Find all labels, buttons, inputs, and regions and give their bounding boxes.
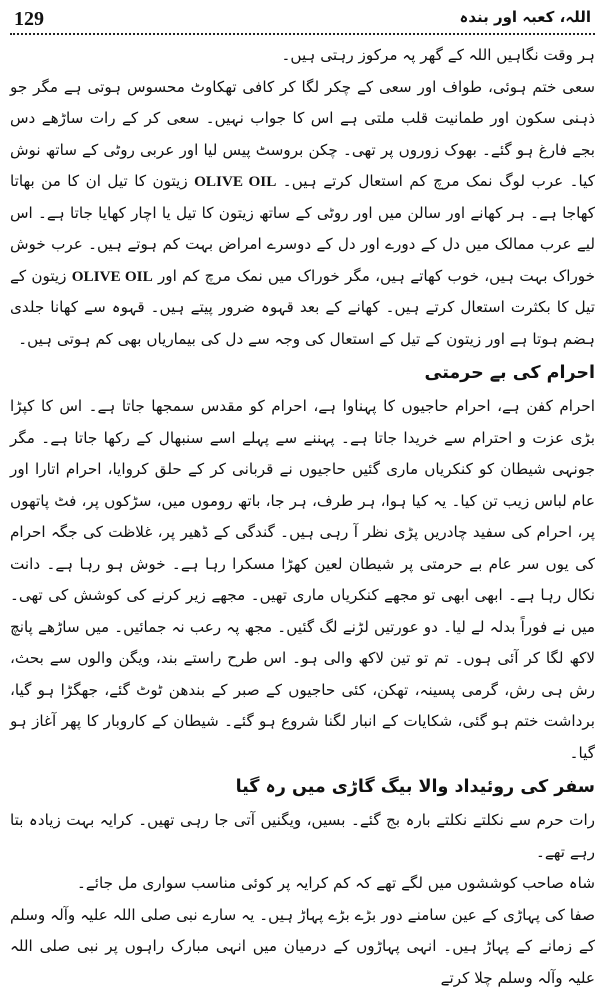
page-header [10,0,595,34]
running-title: اللہ، کعبہ اور بندہ [459,8,591,26]
olive-oil-term-2: OLIVE OIL [71,267,153,285]
paragraph-2-part-b: زیتون کا تیل ان کا من بھاتا کھاجا ہے۔ ہر کھانے اور سالن میں اور روٹی کے ساتھ زیتون کا تیل یا اچار کھایا جاتا ہے۔ اس لیے عرب ممالک میں دل کے دورے اور دل کے دوسرے امراض بہت کم ہوتے ہیں۔ عرب خوش خوراک بہت ہیں، خوب کھاتے ہیں، مگر خوراک میں نمک مرچ کم اور [10,172,596,285]
paragraph-2-part-a: سعی ختم ہوئی، طواف اور سعی کے چکر لگا کر کافی تھکاوٹ محسوس ہوتی ہے مگر جو ذہنی سکون اور طمانیت قلب ملتی ہے اس کا جواب نہیں۔ سعی کر کے رات ساڑھے دس بجے فارغ ہو گئے۔ بھوک زوروں پر تھی۔ چکن بروسٹ پیس لیا اور عربی روٹی کے ساتھ نوش کیا۔ عرب لوگ نمک مرچ کم استعال کرتے ہیں۔ [10,77,595,190]
paragraph-2-part-c: زیتون کے تیل کا بکثرت استعال کرتے ہیں۔ کھانے کے بعد قہوہ ضرور پیتے ہیں۔ قہوہ سے کھانا جلدی ہضم ہوتا ہے اور زیتون کے تیل کے استعال کی وجہ سے دل کی بیماریاں بھی کم ہوتی ہیں۔ [10,266,595,348]
paragraph-5: شاہ صاحب کوششوں میں لگے تھے کہ کم کرایہ پر کوئی مناسب سواری مل جائے۔ [77,874,595,892]
olive-oil-term-1: OLIVE OIL [194,173,277,190]
paragraph-6: صفا کی پہاڑی کے عین سامنے دور بڑے بڑے پہاڑ ہیں۔ یہ سارے نبی صلی اللہ علیہ وآلہ وسلم کے زمانے کے پہاڑ ہیں۔ انہی پہاڑوں کے درمیان میں انہی مبارک راہوں پر نبی صلی اللہ علیہ وآلہ وسلم چلا کرتے [10,905,595,987]
paragraph-3: احرام کفن ہے، احرام حاجیوں کا پہناوا ہے، احرام کو مقدس سمجھا جاتا ہے۔ اس کا کپڑا بڑی عزت و احترام سے خریدا جاتا ہے۔ پہننے سے پہلے اسے سنبھال کے رکھا جاتا ہے۔ مگر جونہی شیطان کو کنکریاں ماری گئیں حاجیوں نے قربانی کر کے حلق کروایا، احرام اتارا اور عام لباس زیب تن کیا۔ یہ کیا ہوا، ہر طرف، ہر جا، باتھ روموں میں، سڑکوں پر، فٹ پاتھوں پر، احرام کی سفید چادریں پڑی نظر آ رہی ہیں۔ گندگی کے ڈھیر پر، غلاظت کی جگہ احرام کی یوں سر عام بے حرمتی پر شیطان لعین کھڑا مسکرا رہا ہے۔ خوش ہو رہا ہے۔ دانت نکال رہا ہے۔ ابھی ابھی تو مجھے کنکریاں ماری تھیں۔ مجھے زیر کرنے کی کوشش کی تھی۔ میں نے فوراً بدلہ لے لیا۔ دو عورتیں لڑنے لگ گئیں۔ مجھ پہ رعب نہ جمائیں۔ میں ساڑھے پانچ لاکھ لگا کر آئی ہوں۔ تم تو تین لاکھ والی ہو۔ اس طرح راستے بند، ویگن والوں سے بحث، رش ہی رش، گرمی پسینہ، تھکن، کئی حاجیوں کے صبر کے بندھن ٹوٹ گئے، جھگڑا ہو گیا، برداشت ختم ہو گئی، شکایات کے انبار لگنا شروع ہو گئے۔ شیطان کے کاروبار کا پھر آغاز ہو گیا۔ [10,397,595,762]
section-heading-bag: سفر کی روئیداد والا بیگ گاڑی میں رہ گیا [235,777,595,797]
page-number: 129 [14,8,44,30]
paragraph-2 [10,72,595,356]
page-body [10,40,595,994]
header-divider [10,33,595,35]
paragraph-4: رات حرم سے نکلتے نکلتے بارہ بج گئے۔ بسیں، ویگنیں آتی جا رہی تھیں۔ کرایہ بہت زیادہ بتا رہے تھے۔ [10,811,595,861]
paragraph-1: ہر وقت نگاہیں اللہ کے گھر پہ مرکوز رہتی ہیں۔ [281,46,595,64]
section-heading-ihram: احرام کی بے حرمتی [424,363,595,383]
